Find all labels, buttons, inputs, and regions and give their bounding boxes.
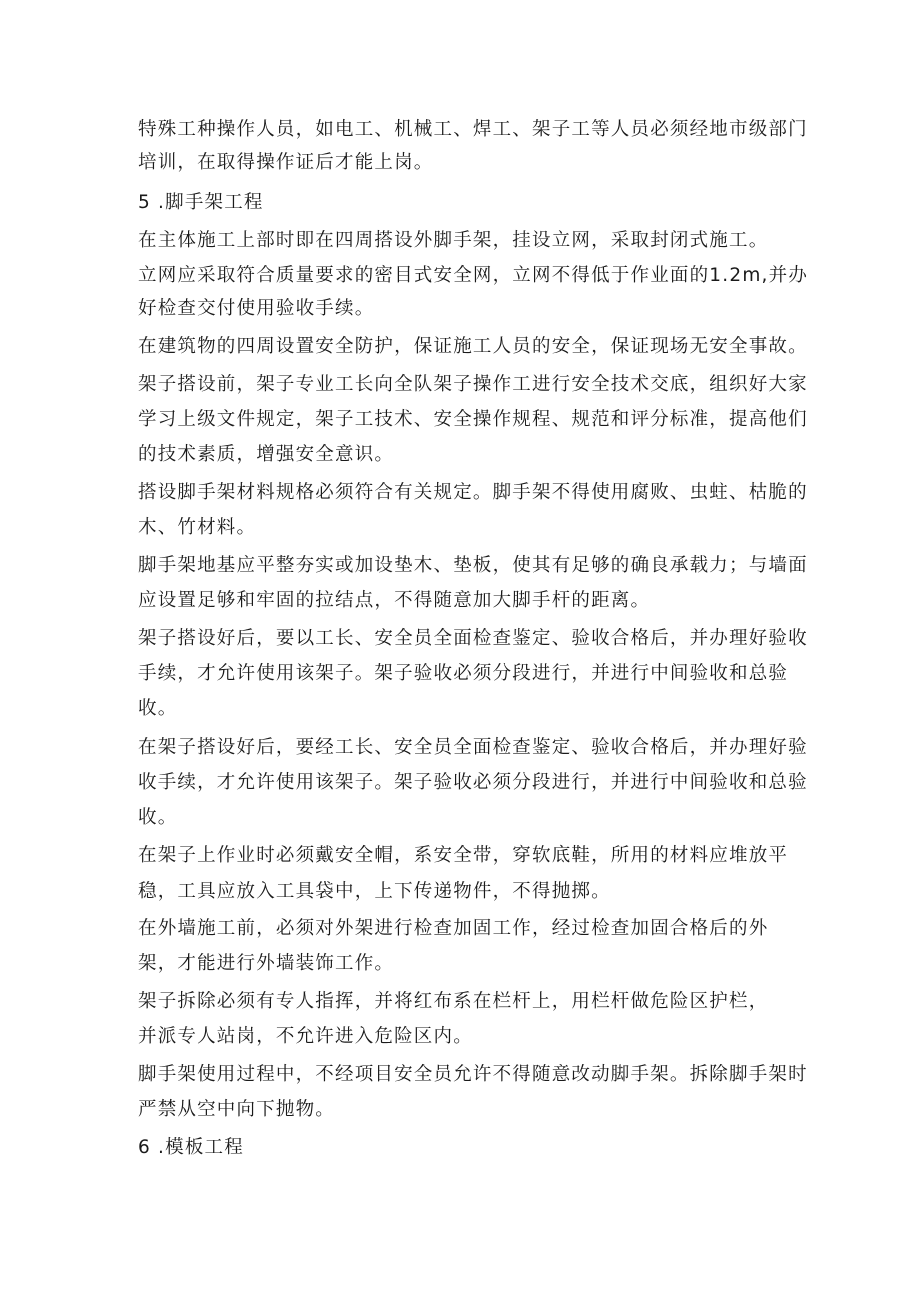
text-line: 在架子上作业时必须戴安全帽，系安全带，穿软底鞋，所用的材料应堆放平 [138, 845, 789, 866]
text-line: 的技术素质，增强安全意识。 [138, 444, 395, 465]
text-line: 在架子搭设好后，要经工长、安全员全面检查鉴定、验收合格后，并办理好验 [138, 737, 808, 758]
text-line: 架子搭设好后，要以工长、安全员全面检查鉴定、验收合格后，并办理好验收 [138, 628, 808, 649]
section-heading: 5 .脚手架工程 [138, 192, 264, 213]
text-line: 收。 [138, 807, 178, 828]
text-line: 在建筑物的四周设置安全防护，保证施工人员的安全，保证现场无安全事故。 [138, 336, 808, 357]
text-line: 架子搭设前，架子专业工长向全队架子操作工进行安全技术交底，组织好大家 [138, 374, 808, 395]
text-line: 特殊工种操作人员，如电工、机械工、焊工、架子工等人员必须经地市级部门 [138, 119, 808, 140]
text-line: 在外墙施工前，必须对外架进行检查加固工作，经过检查加固合格后的外 [138, 918, 769, 939]
text-line: 手续，才允许使用该架子。架子验收必须分段进行，并进行中间验收和总验 [138, 663, 789, 684]
text-line: 立网应采取符合质量要求的密目式安全网，立网不得低于作业面的1.2m,并办 [138, 265, 809, 286]
text-line: 并派专人站岗，不允许进入危险区内。 [138, 1026, 473, 1047]
text-line: 收。 [138, 698, 178, 719]
text-line: 在主体施工上部时即在四周搭设外脚手架，挂设立网，采取封闭式施工。 [138, 230, 769, 251]
text-line: 严禁从空中向下抛物。 [138, 1099, 336, 1120]
text-line: 脚手架使用过程中，不经项目安全员允许不得随意改动脚手架。拆除脚手架时 [138, 1064, 808, 1085]
text-line: 收手续，才允许使用该架子。架子验收必须分段进行，并进行中间验收和总验 [138, 772, 808, 793]
text-line: 木、竹材料。 [138, 517, 257, 538]
text-line: 架，才能进行外墙装饰工作。 [138, 953, 395, 974]
text-line: 好检查交付使用验收手续。 [138, 298, 375, 319]
text-line: 脚手架地基应平整夯实或加设垫木、垫板，使其有足够的确良承载力；与墙面 [138, 555, 808, 576]
text-line: 应设置足够和牢固的拉结点，不得随意加大脚手杆的距离。 [138, 590, 651, 611]
text-line: 培训，在取得操作证后才能上岗。 [138, 152, 434, 173]
section-heading: 6 .模板工程 [138, 1137, 244, 1158]
text-line: 学习上级文件规定，架子工技术、安全操作规程、规范和评分标准，提高他们 [138, 409, 808, 430]
text-line: 架子拆除必须有专人指挥，并将红布系在栏杆上，用栏杆做危险区护栏， [138, 991, 769, 1012]
text-line: 稳，工具应放入工具袋中，上下传递物件，不得抛掷。 [138, 881, 611, 902]
text-line: 搭设脚手架材料规格必须符合有关规定。脚手架不得使用腐败、虫蛀、枯脆的 [138, 482, 808, 503]
